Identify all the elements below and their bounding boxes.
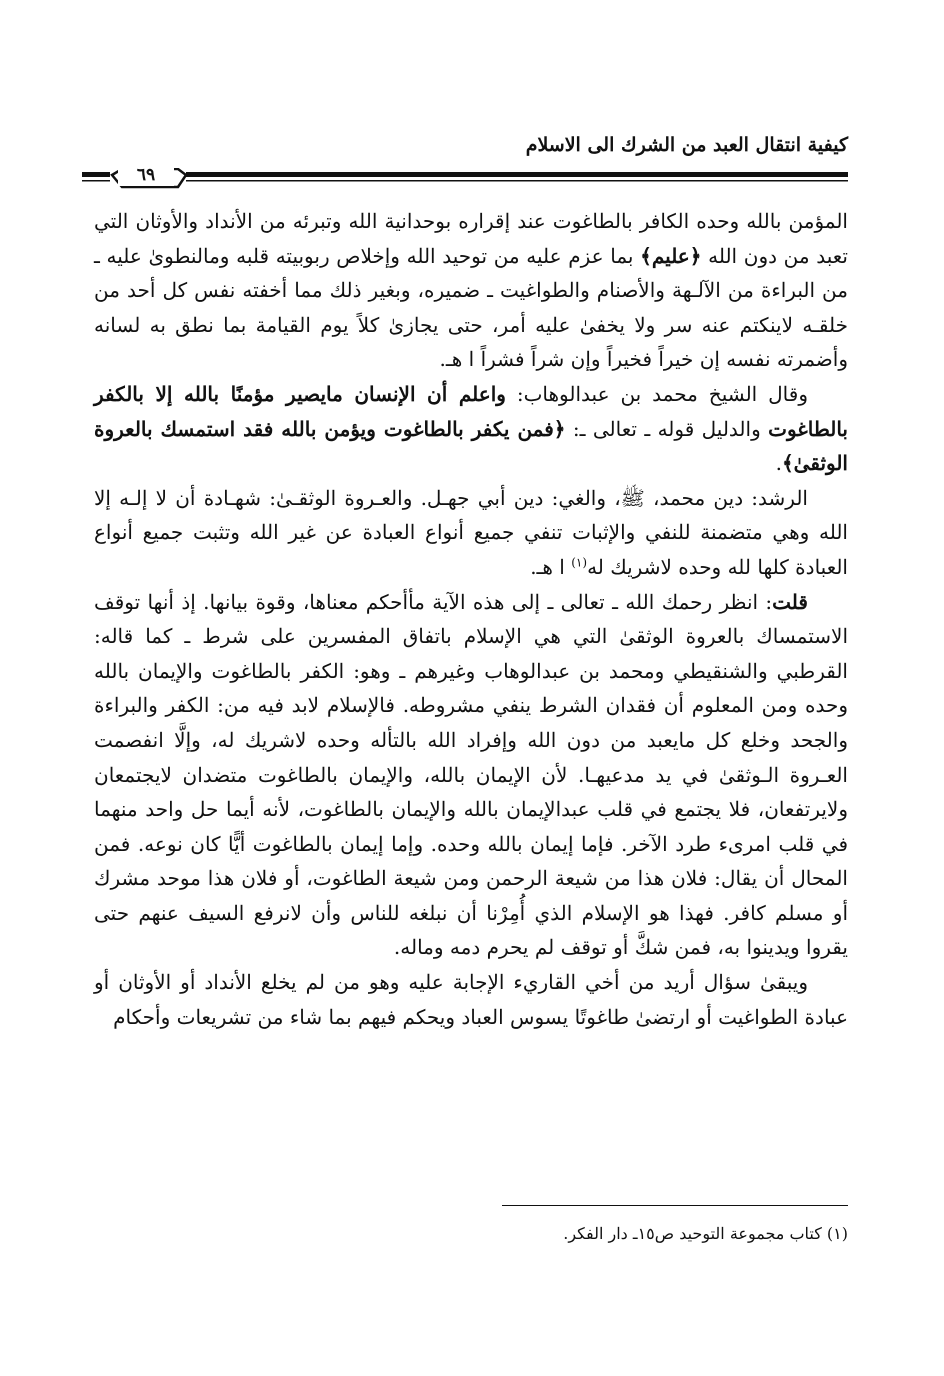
quran-quote: ﴿فمن يكفر بالطاغوت ويؤمن بالله فقد استمسك بالعروة الوثقىٰ﴾ — [94, 416, 848, 476]
main-text — [94, 204, 848, 1034]
paragraph-3: الرشد: دين محمد، ﷺ، والغي: دين أبي جهـل. والعـروة الوثقـىٰ: شهـادة أن لا إلـه إلا الله وهي متضمنة للنفي والإثبات تنفي جميع أنواع العبادة عن غير الله وتثبت جميع أنواع العبادة كلها لله وحده لاشريك له$^{(١)}$ ا هـ. — [94, 485, 848, 579]
paragraph-4: قلت: انظر رحمك الله ـ تعالى ـ إلى هذه الآية مأأحكم معناها، وقوة بيانها. إذ أنها توقف الاستمساك بالعروة الوثقىٰ التي هي الإسلام باتفاق المفسرين على شرط ـ كما قاله: القرطبي والشنقيطي ومحمد بن عبدالوهاب وغيرهم ـ وهو: الكفر بالطاغوت والإيمان بالله وحده ومن المعلوم أن فقدان الشرط ينفي مشروطه. فالإسلام لابد فيه من: الكفر والبراءة والجحد وخلع كل مايعبد من دون الله وإفراد الله بالتأله وحده لاشريك له، وإلَّا انفصمت العـروة الـوثقىٰ في يد مدعيهـا. لأن الإيمان بالله، والإيمان بالطاغوت متضدان لايجتمعان ولايرتفعان، فلا يجتمع في قلب عبدالإيمان بالله والإيمان بالطاغوت، لأنه أيما حل واحد منهما في قلب امرىء طرد الآخر. فإما إيمان بالله وحده. وإما إيمان بالطاغوت أيًّا كان نوعه. فمن المحال أن يقال: فلان هذا من شيعة الرحمن ومن شيعة الطاغوت، أو فلان هذا موحد مشرك أو مسلم كافر. فهذا هو الإسلام الذي أُمِرْنا أن نبلغه للناس وأن لانرفع السيف عنهم حتى يقروا ويدينوا به، فمن شكَّ أو توقف لم يحرم دمه وماله. — [94, 589, 848, 960]
footnote-reference: (١) — [571, 555, 588, 570]
page-number: ٦٩ — [118, 164, 174, 186]
footnote-divider — [502, 1205, 848, 1206]
emphasis-text: واعلم أن الإنسان مايصير مؤمنًا بالله إلا بالكفر بالطاغوت — [94, 381, 848, 441]
qultu-heading: قلت — [772, 589, 808, 614]
quran-quote: ﴿عليم﴾ — [640, 243, 702, 268]
paragraph-1: المؤمن بالله وحده الكافر بالطاغوت عند إقراره بوحدانية الله وتبرئه من الأنداد والأوثان التي تعبد من دون الله ﴿عليم﴾ بما عزم عليه من توحيد الله وإخلاص ربوبيته قلبه ومالنطوىٰ عليه ـ من البراءة من الآلـهة والأصنام والطواغيت ـ ضميره، وبغير ذلك مما أخفته نفس كل أحد من خلقـه لاينكتم عنه سر ولا يخفىٰ عليه أمر، حتى يجازىٰ كلاً يوم القيامة بما نطق به لسانه وأضمرته نفسه إن خيراً فخيراً وإن شراً فشراً ا هـ. — [94, 209, 848, 372]
paragraph-5: ويبقىٰ سؤال أريد من أخي القاريء الإجابة عليه وهو من لم يخلع الأنداد أو الأوثان أو عبادة الطواغيت أو ارتضىٰ طاغوتًا يسوس العباد ويحكم فيهم بما شاء من تشريعات وأحكام — [94, 970, 848, 1029]
paragraph-2: وقال الشيخ محمد بن عبدالوهاب: واعلم أن الإنسان مايصير مؤمنًا بالله إلا بالكفر بالطاغوت والدليل قوله ـ تعالى ـ: ﴿فمن يكفر بالطاغوت ويؤمن بالله فقد استمسك بالعروة الوثقىٰ﴾. — [94, 381, 848, 476]
header-rule — [82, 168, 848, 190]
footnote: (١) كتاب مجموعة التوحيد ص١٥ـ دار الفكر. — [563, 1224, 848, 1243]
header-rule-ornament — [82, 168, 848, 190]
running-title: كيفية انتقال العبد من الشرك الى الاسلام — [525, 134, 848, 156]
